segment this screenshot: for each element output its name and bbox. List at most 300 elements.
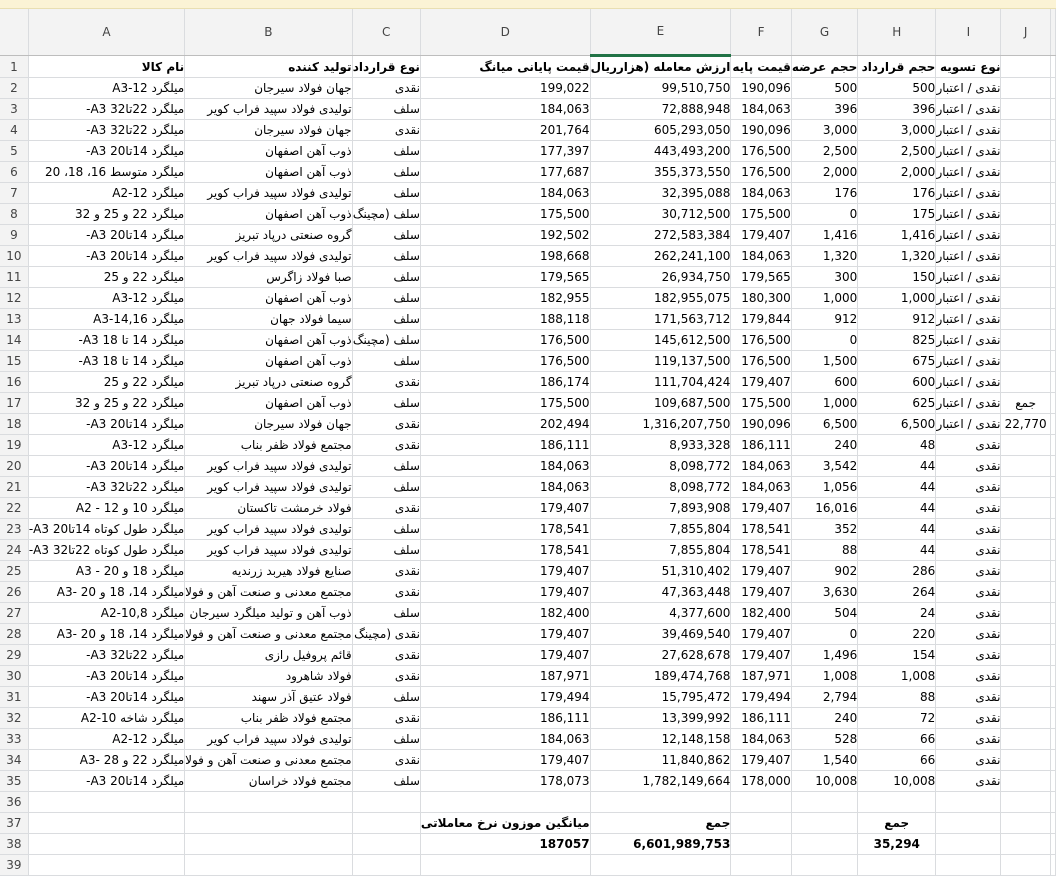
cell-overflow[interactable] [1050,78,1055,99]
cell-h24[interactable]: 44 [858,540,936,561]
cell-a33[interactable]: میلگرد A2-12 [28,729,184,750]
cell-i18[interactable]: نقدی / اعتبار [936,414,1001,435]
cell-f4[interactable]: 190,096 [731,120,791,141]
row-header[interactable]: 14 [0,330,28,351]
cell-c34[interactable]: نقدی [352,750,420,771]
cell-a38[interactable] [28,834,184,855]
cell-h6[interactable]: 2,000 [858,162,936,183]
cell-j10[interactable] [1001,246,1050,267]
cell-overflow[interactable] [1050,687,1055,708]
cell-a3[interactable]: میلگرد 22تا32 A3- [28,99,184,120]
cell-e20[interactable]: 8,098,772 [590,456,731,477]
cell-g13[interactable]: 912 [791,309,857,330]
cell-e28[interactable]: 39,469,540 [590,624,731,645]
cell-f13[interactable]: 179,844 [731,309,791,330]
cell-h31[interactable]: 88 [858,687,936,708]
cell-e14[interactable]: 145,612,500 [590,330,731,351]
cell-b11[interactable]: صبا فولاد زاگرس [185,267,352,288]
cell-overflow[interactable] [1050,330,1055,351]
cell-h32[interactable]: 72 [858,708,936,729]
cell-a15[interactable]: میلگرد 14 تا 18 A3- [28,351,184,372]
cell-g2[interactable]: 500 [791,78,857,99]
cell-d17[interactable]: 175,500 [420,393,590,414]
column-header-h[interactable]: H [858,9,936,56]
cell-overflow[interactable] [1050,666,1055,687]
cell-f3[interactable]: 184,063 [731,99,791,120]
cell-h36[interactable] [858,792,936,813]
cell-a17[interactable]: میلگرد 22 و 25 و 32 [28,393,184,414]
cell-b19[interactable]: مجتمع فولاد ظفر بناب [185,435,352,456]
cell-a28[interactable]: میلگرد 14، 18 و 20 -A3 [28,624,184,645]
cell-d7[interactable]: 184,063 [420,183,590,204]
cell-d37[interactable]: میانگین موزون نرخ معاملاتی [420,813,590,834]
cell-c29[interactable]: نقدی [352,645,420,666]
cell-e11[interactable]: 26,934,750 [590,267,731,288]
cell-h5[interactable]: 2,500 [858,141,936,162]
cell-overflow[interactable] [1050,750,1055,771]
cell-overflow[interactable] [1050,99,1055,120]
cell-f29[interactable]: 179,407 [731,645,791,666]
cell-a32[interactable]: میلگرد شاخه A2-10 [28,708,184,729]
cell-a16[interactable]: میلگرد 22 و 25 [28,372,184,393]
cell-h26[interactable]: 264 [858,582,936,603]
cell-j11[interactable] [1001,267,1050,288]
row-header[interactable]: 8 [0,204,28,225]
cell-j38[interactable] [1001,834,1050,855]
row-header[interactable]: 18 [0,414,28,435]
cell-j26[interactable] [1001,582,1050,603]
cell-j23[interactable] [1001,519,1050,540]
cell-f34[interactable]: 179,407 [731,750,791,771]
cell-j33[interactable] [1001,729,1050,750]
cell-d9[interactable]: 192,502 [420,225,590,246]
cell-j24[interactable] [1001,540,1050,561]
row-header[interactable]: 1 [0,56,28,78]
cell-i25[interactable]: نقدی [936,561,1001,582]
cell-b25[interactable]: صنایع فولاد هیربد زرندیه [185,561,352,582]
cell-overflow[interactable] [1050,708,1055,729]
cell-a18[interactable]: میلگرد 14تا20 A3- [28,414,184,435]
cell-h1[interactable]: حجم قرارداد [858,56,936,78]
cell-e36[interactable] [590,792,731,813]
cell-j27[interactable] [1001,603,1050,624]
cell-d8[interactable]: 175,500 [420,204,590,225]
cell-f16[interactable]: 179,407 [731,372,791,393]
cell-c30[interactable]: نقدی [352,666,420,687]
cell-a36[interactable] [28,792,184,813]
cell-i16[interactable]: نقدی / اعتبار [936,372,1001,393]
cell-a2[interactable]: میلگرد A3-12 [28,78,184,99]
cell-i4[interactable]: نقدی / اعتبار [936,120,1001,141]
cell-j25[interactable] [1001,561,1050,582]
cell-i7[interactable]: نقدی / اعتبار [936,183,1001,204]
cell-j39[interactable] [1001,855,1050,876]
cell-c39[interactable] [352,855,420,876]
cell-i20[interactable]: نقدی [936,456,1001,477]
cell-c25[interactable]: نقدی [352,561,420,582]
cell-d34[interactable]: 179,407 [420,750,590,771]
cell-i17[interactable]: نقدی / اعتبار [936,393,1001,414]
row-header[interactable]: 16 [0,372,28,393]
cell-g35[interactable]: 10,008 [791,771,857,792]
cell-e9[interactable]: 272,583,384 [590,225,731,246]
cell-g24[interactable]: 88 [791,540,857,561]
cell-f6[interactable]: 176,500 [731,162,791,183]
cell-g8[interactable]: 0 [791,204,857,225]
cell-g28[interactable]: 0 [791,624,857,645]
cell-f32[interactable]: 186,111 [731,708,791,729]
cell-e7[interactable]: 32,395,088 [590,183,731,204]
cell-g25[interactable]: 902 [791,561,857,582]
row-header[interactable]: 17 [0,393,28,414]
cell-j7[interactable] [1001,183,1050,204]
cell-j14[interactable] [1001,330,1050,351]
cell-e19[interactable]: 8,933,328 [590,435,731,456]
cell-i38[interactable] [936,834,1001,855]
cell-f39[interactable] [731,855,791,876]
cell-j17[interactable]: جمع [1001,393,1050,414]
cell-f25[interactable]: 179,407 [731,561,791,582]
row-header[interactable]: 25 [0,561,28,582]
cell-c17[interactable]: سلف [352,393,420,414]
cell-overflow[interactable] [1050,393,1055,414]
cell-j34[interactable] [1001,750,1050,771]
cell-e35[interactable]: 1,782,149,664 [590,771,731,792]
cell-b29[interactable]: قائم پروفیل رازی [185,645,352,666]
cell-f2[interactable]: 190,096 [731,78,791,99]
cell-i35[interactable]: نقدی [936,771,1001,792]
cell-a23[interactable]: میلگرد طول کوتاه 14تا20 A3- [28,519,184,540]
cell-b12[interactable]: ذوب آهن اصفهان [185,288,352,309]
cell-b35[interactable]: مجتمع فولاد خراسان [185,771,352,792]
cell-overflow[interactable] [1050,792,1055,813]
cell-c21[interactable]: سلف [352,477,420,498]
row-header[interactable]: 29 [0,645,28,666]
cell-h8[interactable]: 175 [858,204,936,225]
cell-b37[interactable] [185,813,352,834]
cell-g7[interactable]: 176 [791,183,857,204]
cell-d20[interactable]: 184,063 [420,456,590,477]
cell-h21[interactable]: 44 [858,477,936,498]
cell-a31[interactable]: میلگرد 14تا20 A3- [28,687,184,708]
cell-b9[interactable]: گروه صنعتی درپاد تبریز [185,225,352,246]
cell-e5[interactable]: 443,493,200 [590,141,731,162]
cell-g19[interactable]: 240 [791,435,857,456]
cell-i8[interactable]: نقدی / اعتبار [936,204,1001,225]
cell-g1[interactable]: حجم عرضه [791,56,857,78]
cell-a9[interactable]: میلگرد 14تا20 A3- [28,225,184,246]
cell-a29[interactable]: میلگرد 22تا32 A3- [28,645,184,666]
cell-e6[interactable]: 355,373,550 [590,162,731,183]
cell-d24[interactable]: 178,541 [420,540,590,561]
cell-f36[interactable] [731,792,791,813]
cell-b27[interactable]: ذوب آهن و تولید میلگرد سیرجان [185,603,352,624]
cell-e22[interactable]: 7,893,908 [590,498,731,519]
cell-b24[interactable]: تولیدی فولاد سپید فراب کویر [185,540,352,561]
row-header[interactable]: 2 [0,78,28,99]
cell-e21[interactable]: 8,098,772 [590,477,731,498]
cell-e38[interactable]: 6,601,989,753 [590,834,731,855]
cell-h30[interactable]: 1,008 [858,666,936,687]
cell-overflow[interactable] [1050,246,1055,267]
cell-overflow[interactable] [1050,498,1055,519]
cell-g12[interactable]: 1,000 [791,288,857,309]
cell-i6[interactable]: نقدی / اعتبار [936,162,1001,183]
cell-b17[interactable]: ذوب آهن اصفهان [185,393,352,414]
cell-i12[interactable]: نقدی / اعتبار [936,288,1001,309]
cell-j28[interactable] [1001,624,1050,645]
cell-c5[interactable]: سلف [352,141,420,162]
cell-b18[interactable]: جهان فولاد سیرجان [185,414,352,435]
cell-d16[interactable]: 186,174 [420,372,590,393]
cell-h16[interactable]: 600 [858,372,936,393]
cell-d32[interactable]: 186,111 [420,708,590,729]
cell-a11[interactable]: میلگرد 22 و 25 [28,267,184,288]
cell-a14[interactable]: میلگرد 14 تا 18 A3- [28,330,184,351]
cell-j29[interactable] [1001,645,1050,666]
cell-b31[interactable]: فولاد عتیق آذر سهند [185,687,352,708]
cell-c35[interactable]: سلف [352,771,420,792]
cell-b6[interactable]: ذوب آهن اصفهان [185,162,352,183]
cell-g6[interactable]: 2,000 [791,162,857,183]
cell-b21[interactable]: تولیدی فولاد سپید فراب کویر [185,477,352,498]
cell-c1[interactable]: نوع قرارداد [352,56,420,78]
cell-e13[interactable]: 171,563,712 [590,309,731,330]
cell-f11[interactable]: 179,565 [731,267,791,288]
cell-j31[interactable] [1001,687,1050,708]
cell-h37[interactable]: جمع [858,813,936,834]
cell-h35[interactable]: 10,008 [858,771,936,792]
cell-e32[interactable]: 13,399,992 [590,708,731,729]
cell-b5[interactable]: ذوب آهن اصفهان [185,141,352,162]
row-header[interactable]: 35 [0,771,28,792]
cell-f22[interactable]: 179,407 [731,498,791,519]
cell-g22[interactable]: 16,016 [791,498,857,519]
cell-b36[interactable] [185,792,352,813]
cell-b15[interactable]: ذوب آهن اصفهان [185,351,352,372]
cell-c12[interactable]: سلف [352,288,420,309]
cell-i2[interactable]: نقدی / اعتبار [936,78,1001,99]
cell-f7[interactable]: 184,063 [731,183,791,204]
cell-i13[interactable]: نقدی / اعتبار [936,309,1001,330]
cell-c18[interactable]: نقدی [352,414,420,435]
cell-h27[interactable]: 24 [858,603,936,624]
cell-f9[interactable]: 179,407 [731,225,791,246]
cell-f26[interactable]: 179,407 [731,582,791,603]
cell-j35[interactable] [1001,771,1050,792]
cell-c14[interactable]: سلف (مچینگ [352,330,420,351]
cell-d35[interactable]: 178,073 [420,771,590,792]
cell-h25[interactable]: 286 [858,561,936,582]
cell-a7[interactable]: میلگرد A2-12 [28,183,184,204]
cell-f24[interactable]: 178,541 [731,540,791,561]
cell-j4[interactable] [1001,120,1050,141]
cell-i33[interactable]: نقدی [936,729,1001,750]
cell-i3[interactable]: نقدی / اعتبار [936,99,1001,120]
cell-g16[interactable]: 600 [791,372,857,393]
cell-g36[interactable] [791,792,857,813]
cell-g34[interactable]: 1,540 [791,750,857,771]
cell-i34[interactable]: نقدی [936,750,1001,771]
cell-a10[interactable]: میلگرد 14تا20 A3- [28,246,184,267]
row-header[interactable]: 38 [0,834,28,855]
cell-b1[interactable]: تولید کننده [185,56,352,78]
cell-i10[interactable]: نقدی / اعتبار [936,246,1001,267]
cell-b28[interactable]: مجتمع معدنی و صنعت آهن و فولا [185,624,352,645]
row-header[interactable]: 12 [0,288,28,309]
cell-a24[interactable]: میلگرد طول کوتاه 22تا32 A3- [28,540,184,561]
cell-overflow[interactable] [1050,309,1055,330]
cell-b3[interactable]: تولیدی فولاد سپید فراب کویر [185,99,352,120]
cell-overflow[interactable] [1050,561,1055,582]
cell-c23[interactable]: سلف [352,519,420,540]
cell-d28[interactable]: 179,407 [420,624,590,645]
cell-e26[interactable]: 47,363,448 [590,582,731,603]
cell-d33[interactable]: 184,063 [420,729,590,750]
row-header[interactable]: 19 [0,435,28,456]
cell-d38[interactable]: 187057 [420,834,590,855]
cell-d2[interactable]: 199,022 [420,78,590,99]
cell-j19[interactable] [1001,435,1050,456]
cell-j15[interactable] [1001,351,1050,372]
row-header[interactable]: 27 [0,603,28,624]
cell-overflow[interactable] [1050,834,1055,855]
cell-i30[interactable]: نقدی [936,666,1001,687]
cell-f12[interactable]: 180,300 [731,288,791,309]
cell-i26[interactable]: نقدی [936,582,1001,603]
cell-overflow[interactable] [1050,414,1055,435]
cell-g30[interactable]: 1,008 [791,666,857,687]
column-header-c[interactable]: C [352,9,420,56]
column-header-j[interactable]: J [1001,9,1050,56]
cell-g21[interactable]: 1,056 [791,477,857,498]
cell-i28[interactable]: نقدی [936,624,1001,645]
cell-f31[interactable]: 179,494 [731,687,791,708]
cell-c27[interactable]: سلف [352,603,420,624]
cell-e10[interactable]: 262,241,100 [590,246,731,267]
row-header[interactable]: 32 [0,708,28,729]
row-header[interactable]: 13 [0,309,28,330]
cell-overflow[interactable] [1050,204,1055,225]
row-header[interactable]: 24 [0,540,28,561]
cell-a20[interactable]: میلگرد 14تا20 A3- [28,456,184,477]
cell-a26[interactable]: میلگرد 14، 18 و 20 -A3 [28,582,184,603]
cell-a5[interactable]: میلگرد 14تا20 A3- [28,141,184,162]
cell-g3[interactable]: 396 [791,99,857,120]
cell-c13[interactable]: سلف [352,309,420,330]
cell-overflow[interactable] [1050,771,1055,792]
cell-c32[interactable]: نقدی [352,708,420,729]
column-header-f[interactable]: F [731,9,791,56]
cell-i9[interactable]: نقدی / اعتبار [936,225,1001,246]
cell-f19[interactable]: 186,111 [731,435,791,456]
row-header[interactable]: 34 [0,750,28,771]
row-header[interactable]: 20 [0,456,28,477]
cell-j13[interactable] [1001,309,1050,330]
cell-h7[interactable]: 176 [858,183,936,204]
cell-c2[interactable]: نقدی [352,78,420,99]
cell-g20[interactable]: 3,542 [791,456,857,477]
cell-e33[interactable]: 12,148,158 [590,729,731,750]
cell-h28[interactable]: 220 [858,624,936,645]
row-header[interactable]: 26 [0,582,28,603]
column-header-a[interactable]: A [28,9,184,56]
cell-e2[interactable]: 99,510,750 [590,78,731,99]
cell-g29[interactable]: 1,496 [791,645,857,666]
cell-overflow[interactable] [1050,477,1055,498]
cell-j12[interactable] [1001,288,1050,309]
cell-i14[interactable]: نقدی / اعتبار [936,330,1001,351]
cell-g39[interactable] [791,855,857,876]
cell-f35[interactable]: 178,000 [731,771,791,792]
cell-h19[interactable]: 48 [858,435,936,456]
cell-b7[interactable]: تولیدی فولاد سپید فراب کویر [185,183,352,204]
row-header[interactable]: 6 [0,162,28,183]
row-header[interactable]: 37 [0,813,28,834]
cell-a34[interactable]: میلگرد 22 و 28 -A3 [28,750,184,771]
cell-f8[interactable]: 175,500 [731,204,791,225]
cell-j16[interactable] [1001,372,1050,393]
cell-c4[interactable]: نقدی [352,120,420,141]
cell-g5[interactable]: 2,500 [791,141,857,162]
cell-e16[interactable]: 111,704,424 [590,372,731,393]
cell-d5[interactable]: 177,397 [420,141,590,162]
cell-g18[interactable]: 6,500 [791,414,857,435]
cell-h4[interactable]: 3,000 [858,120,936,141]
cell-d23[interactable]: 178,541 [420,519,590,540]
cell-d36[interactable] [420,792,590,813]
cell-overflow[interactable] [1050,456,1055,477]
cell-c9[interactable]: سلف [352,225,420,246]
cell-e23[interactable]: 7,855,804 [590,519,731,540]
cell-e12[interactable]: 182,955,075 [590,288,731,309]
cell-h9[interactable]: 1,416 [858,225,936,246]
cell-j5[interactable] [1001,141,1050,162]
cell-h12[interactable]: 1,000 [858,288,936,309]
cell-f1[interactable]: قیمت پایه [731,56,791,78]
cell-b20[interactable]: تولیدی فولاد سپید فراب کویر [185,456,352,477]
cell-j9[interactable] [1001,225,1050,246]
cell-i11[interactable]: نقدی / اعتبار [936,267,1001,288]
cell-table[interactable] [0,9,1056,876]
cell-a39[interactable] [28,855,184,876]
cell-a8[interactable]: میلگرد 22 و 25 و 32 [28,204,184,225]
cell-b38[interactable] [185,834,352,855]
row-header[interactable]: 11 [0,267,28,288]
cell-j3[interactable] [1001,99,1050,120]
row-header[interactable]: 21 [0,477,28,498]
cell-g32[interactable]: 240 [791,708,857,729]
cell-e37[interactable]: جمع [590,813,731,834]
cell-e17[interactable]: 109,687,500 [590,393,731,414]
cell-i39[interactable] [936,855,1001,876]
cell-overflow[interactable] [1050,582,1055,603]
cell-d14[interactable]: 176,500 [420,330,590,351]
select-all-corner[interactable] [0,9,28,56]
cell-h18[interactable]: 6,500 [858,414,936,435]
cell-f21[interactable]: 184,063 [731,477,791,498]
cell-j36[interactable] [1001,792,1050,813]
cell-g4[interactable]: 3,000 [791,120,857,141]
cell-f10[interactable]: 184,063 [731,246,791,267]
cell-h2[interactable]: 500 [858,78,936,99]
column-header-g[interactable]: G [791,9,857,56]
cell-c8[interactable]: سلف (مچینگ [352,204,420,225]
cell-b39[interactable] [185,855,352,876]
cell-j30[interactable] [1001,666,1050,687]
column-header-b[interactable]: B [185,9,352,56]
cell-j21[interactable] [1001,477,1050,498]
